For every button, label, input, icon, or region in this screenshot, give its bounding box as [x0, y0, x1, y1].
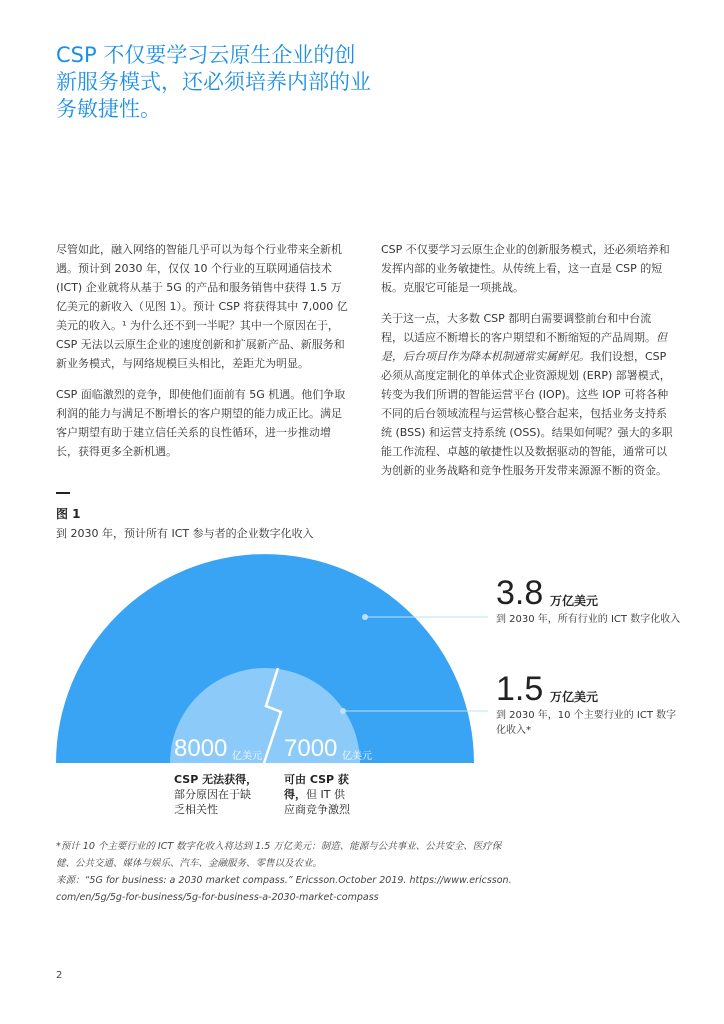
inner-left-note-line-2: 部分原因在于缺	[174, 788, 251, 801]
inner-right-note-bold-2: 得，	[284, 788, 306, 801]
middle-description-line-2: 化收入*	[496, 725, 531, 736]
right-paragraph-2-start: 关于这一点，大多数 CSP 都明白需要调整前台和中台流程，以适应不断增长的客户期望和不断缩短的产品周期。	[381, 312, 656, 344]
page-number: 2	[56, 970, 63, 981]
footnote	[56, 838, 526, 906]
left-paragraph-2: CSP 面临激烈的竞争，即使他们面前有 5G 机遇。他们争取利润的能力与满足不断增长的客户期望的能力成正比。满足客户期望有助于建立信任关系的良性循环，进一步推动增长，获得更多全新机遇。	[56, 388, 346, 458]
inner-right-unit: 亿美元	[342, 751, 372, 762]
outer-value: 3.8	[496, 574, 544, 612]
inner-left-note-line-3: 乏相关性	[174, 803, 218, 816]
inner-left-note	[174, 772, 266, 817]
inner-left-value: 8000	[174, 735, 228, 762]
footnote-source-line-2: com/en/5g/5g-for-business/5g-for-business-a-2030-market-compass	[56, 892, 379, 903]
left-column	[56, 240, 348, 473]
middle-connector-dot	[340, 708, 346, 714]
right-paragraph-1: CSP 不仅要学习云原生企业的创新服务模式，还必须培养和发挥内部的业务敏捷性。从传统上看，这一直是 CSP 的短板。克服它可能是一项挑战。	[381, 243, 670, 294]
inner-right-note	[284, 772, 376, 817]
right-paragraph-2-italic: 但是，后台项目作为降本机制通常实属鲜见。	[381, 331, 667, 363]
right-paragraph-2	[381, 309, 673, 480]
figure-label: 图 1	[56, 507, 81, 521]
footnote-line-2: 健、公共交通、媒体与娱乐、汽车、金融服务、零售以及农业。	[56, 858, 323, 869]
right-paragraph-2-end: 我们设想，CSP 必须从高度定制化的单体式企业资源规划 (ERP) 部署模式，转变为我们所谓的智能运营平台 (IOP)。这些 IOP 可将各种不同的后台领域流程与运营核心整合起来，包括业务支持系统 (BSS) 和运营支持系统 (OSS)。结果如何呢？强大的多职能工作流程、卓越的敏捷性以及数据驱动的智能，通常可以为创新的业务战略和竞争性服务开发带来源源不断的资金。	[381, 350, 673, 477]
outer-description: 到 2030 年，所有行业的 ICT 数字化收入	[496, 614, 681, 625]
page-title: CSP 不仅要学习云原生企业的创新服务模式，还必须培养内部的业务敏捷性。	[56, 43, 371, 121]
section-divider	[56, 492, 70, 494]
inner-right-note-line-3: 应商竞争激烈	[284, 803, 350, 816]
inner-right-value: 7000	[284, 735, 338, 762]
inner-left-note-bold: CSP 无法获得，	[174, 773, 258, 786]
middle-value: 1.5	[496, 670, 544, 708]
left-paragraph-1: 尽管如此，融入网络的智能几乎可以为每个行业带来全新机遇。预计到 2030 年，仅仅 10 个行业的互联网通信技术 (ICT) 企业就将从基于 5G 的产品和服务销售中获得 1.5 万亿美元的新收入（见图 1）。预计 CSP 将获得其中 7,000 亿美元的收入。¹ 为什么还不到一半呢？其中一个原因在于，CSP 无法以云原生企业的速度创新和扩展新产品、新服务和新业务模式，与网络规模巨头相比，差距尤为明显。	[56, 243, 348, 370]
inner-left-unit: 亿美元	[232, 751, 262, 762]
inner-right-note-bold: 可由 CSP 获	[284, 773, 349, 786]
footnote-line-1: *预计 10 个主要行业的 ICT 数字化收入将达到 1.5 万亿美元：制造、能源与公共事业、公共安全、医疗保	[56, 841, 502, 852]
inner-right-note-rest: 但 IT 供	[306, 788, 345, 801]
outer-connector-dot	[362, 614, 368, 620]
figure-caption: 到 2030 年，预计所有 ICT 参与者的企业数字化收入	[56, 527, 314, 540]
middle-unit: 万亿美元	[550, 690, 599, 704]
right-column	[381, 240, 673, 492]
outer-unit: 万亿美元	[550, 594, 599, 608]
middle-description	[496, 708, 696, 738]
middle-description-line-1: 到 2030 年，10 个主要行业的 ICT 数字	[496, 710, 677, 721]
footnote-source-line-1: 来源：“5G for business: a 2030 market compass.” Ericsson.October 2019. https://www.ericsson.	[56, 875, 512, 886]
